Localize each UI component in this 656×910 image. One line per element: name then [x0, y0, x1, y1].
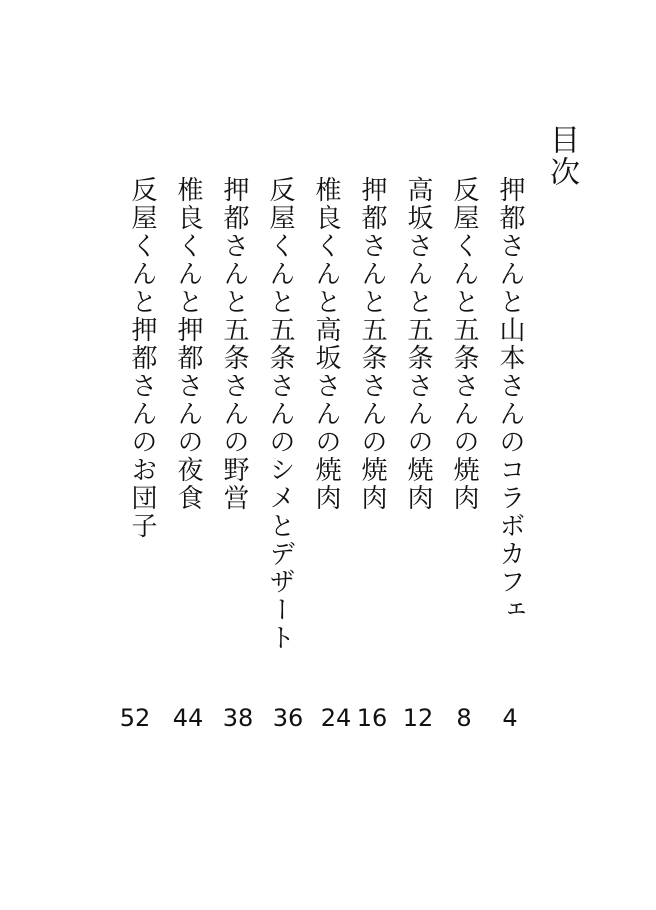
- toc-entry-title: 押都さんと山本さんのコラボカフェ: [495, 176, 525, 624]
- toc-entry-title: 反屋くんと五条さんのシメとデザート: [265, 176, 295, 652]
- toc-entry-page-number: 44: [172, 704, 204, 732]
- toc-entry-title: 押都さんと五条さんの焼肉: [357, 176, 387, 512]
- toc-entry-title: 押都さんと五条さんの野営: [219, 176, 249, 512]
- toc-entry-page-number: 52: [119, 704, 151, 732]
- toc-entry-page-number: 12: [402, 704, 434, 732]
- toc-title: 目次: [544, 124, 579, 188]
- toc-entry-page-number: 8: [456, 704, 472, 732]
- toc-entry-title: 椎良くんと押都さんの夜食: [173, 176, 203, 512]
- toc-entry-title: 反屋くんと押都さんのお団子: [127, 176, 157, 540]
- toc-entry-page-number: 24: [320, 704, 352, 732]
- toc-entry-page-number: 4: [502, 704, 518, 732]
- toc-entry-page-number: 36: [272, 704, 304, 732]
- toc-entry-page-number: 16: [356, 704, 388, 732]
- toc-entry-page-number: 38: [222, 704, 254, 732]
- toc-entry-title: 椎良くんと高坂さんの焼肉: [311, 176, 341, 512]
- toc-entry-title: 反屋くんと五条さんの焼肉: [449, 176, 479, 512]
- toc-entry-title: 高坂さんと五条さんの焼肉: [403, 176, 433, 512]
